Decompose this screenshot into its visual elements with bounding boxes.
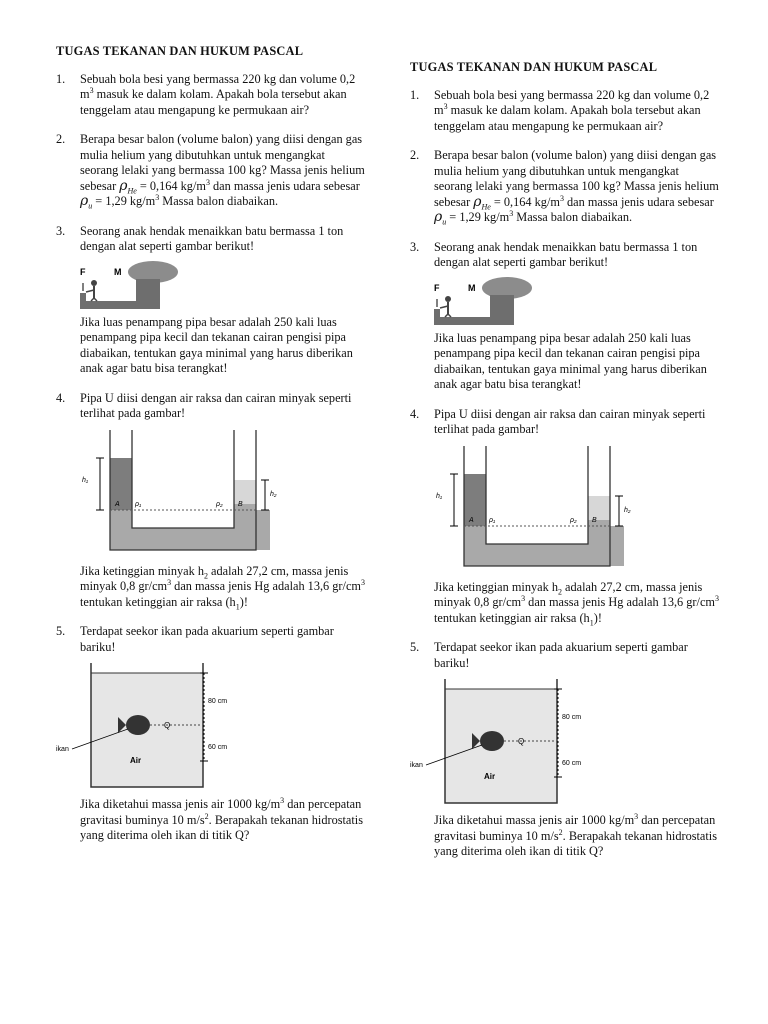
right-column [410, 60, 720, 874]
question-4: 4. Pipa U diisi dengan air raksa dan cairan minyak seperti terlihat pada gambar! h₁ h₂ A B ρ₁ ρ₂ Jika ketinggian minyak $h_2$ adalah 27,2 cm, massa jenis minyak 0,8 $gr/cm^3$ dan massa jenis Hg adalah 13,6 $gr/cm^3$ tentukan ketinggian air raksa $(h_1)$! [410, 406, 719, 627]
question-number: 5. [410, 640, 420, 654]
question-2: 2. Berapa besar balon (volume balon) yang diisi dengan gas mulia helium yang dibutuhkan untuk mengangkat seorang lelaki yang bermassa 100 kg? Massa jenis helium sebesar $\rho_{He} = 0,164$ $kg/m^3$ dan massa jenis udara sebesar $\rho_u = 1,29$ $kg/m^3$ Massa balon diabaikan. [410, 148, 719, 227]
point-a-label: A [469, 516, 474, 524]
depth-60-label: 60 cm [208, 744, 228, 751]
depth-80-label: 80 cm [208, 698, 228, 705]
h2-label: h₂ [270, 490, 277, 498]
question-number: 3. [56, 223, 66, 238]
left-column [56, 44, 366, 858]
h2-label: h₂ [624, 506, 631, 514]
point-b-label: B [238, 500, 243, 508]
question-number: 5. [56, 624, 66, 638]
hydraulic-lift-figure [80, 261, 200, 309]
point-q-label: Q [164, 721, 171, 730]
question-number: 2. [56, 132, 66, 146]
question-number: 1. [56, 71, 66, 86]
depth-80-label: 80 cm [562, 714, 582, 721]
force-label: F [80, 266, 86, 277]
question-number: 2. [410, 148, 420, 162]
question-number: 4. [56, 390, 66, 405]
rho1-label: ρ₁ [489, 516, 496, 524]
aquarium-figure [56, 661, 246, 791]
hydraulic-lift-figure [434, 277, 554, 325]
question-number: 3. [410, 239, 420, 254]
question-1: 1. Sebuah bola besi yang bermassa 220 kg dan volume 0,2 $m^3$ masuk ke dalam kolam. Apakah bola tersebut akan tenggelam atau mengapung ke permukaan air? [56, 71, 356, 117]
rho2-label: ρ₂ [570, 516, 577, 524]
point-a-label: A [115, 500, 120, 508]
page-title-duplicate: TUGAS TEKANAN DAN HUKUM PASCAL [410, 60, 658, 74]
water-label: Air [484, 772, 496, 781]
h1-label: h₁ [436, 492, 443, 500]
point-q-label: Q [518, 737, 525, 746]
question-4: 4. Pipa U diisi dengan air raksa dan cairan minyak seperti terlihat pada gambar! h₁ h₂ A B ρ₁ ρ₂ Jika ketinggian minyak $h_2$ adalah 27,2 cm, massa jenis minyak 0,8 $gr/cm^3$ dan massa jenis Hg adalah 13,6 $gr/cm^3$ tentukan ketinggian air raksa $(h_1)$! [56, 390, 365, 611]
question-number: 4. [410, 406, 420, 421]
water-label: Air [130, 756, 142, 765]
mass-label: M [114, 266, 122, 277]
rho2-label: ρ₂ [216, 500, 223, 508]
h1-label: h₁ [82, 476, 89, 484]
question-3: 3. Seorang anak hendak menaikkan batu bermassa 1 ton dengan alat seperti gambar berikut! F M Jika luas penampang pipa besar adalah 250 kali luas penampang pipa kecil dan tekanan cairan pengisi pipa diabaikan, tentukan gaya minimal yang harus diberikan anak agar batu bisa terangkat! [410, 239, 707, 391]
fish-shape [126, 715, 150, 735]
u-tube-figure [80, 428, 280, 558]
question-5: 5. Terdapat seekor ikan pada akuarium seperti gambar bariku! Q 80 cm 60 cm ikan Air Jika diketahui massa jenis air 1000 $kg/m^3$ dan percepatan gravitasi buminya 10 $m/s^2$. Berapakah tekanan hidrostatis yang diterima oleh ikan di titik Q? [410, 640, 718, 858]
fish-label: ikan [56, 746, 69, 753]
question-5: 5. Terdapat seekor ikan pada akuarium seperti gambar bariku! Q 80 cm 60 cm ikan Air Jika diketahui massa jenis air 1000 $kg/m^3$ dan percepatan gravitasi buminya 10 $m/s^2$. Berapakah tekanan hidrostatis yang diterima oleh ikan di titik Q? [56, 624, 364, 842]
mass-label: M [468, 282, 476, 293]
point-b-label: B [592, 516, 597, 524]
u-tube-figure [434, 444, 634, 574]
aquarium-figure [410, 677, 600, 807]
page-title: TUGAS TEKANAN DAN HUKUM PASCAL [56, 44, 304, 58]
depth-60-label: 60 cm [562, 760, 582, 767]
question-2: 2. Berapa besar balon (volume balon) yang diisi dengan gas mulia helium yang dibutuhkan untuk mengangkat seorang lelaki yang bermassa 100 kg? Massa jenis helium sebesar $\rho_{He} = 0,164$ $kg/m^3$ dan massa jenis udara sebesar $\rho_u = 1,29$ $kg/m^3$ Massa balon diabaikan. [56, 132, 365, 211]
question-number: 1. [410, 87, 420, 102]
force-label: F [434, 282, 440, 293]
question-3: 3. Seorang anak hendak menaikkan batu bermassa 1 ton dengan alat seperti gambar berikut! F M Jika luas penampang pipa besar adalah 250 kali luas penampang pipa kecil dan tekanan cairan pengisi pipa diabaikan, tentukan gaya minimal yang harus diberikan anak agar batu bisa terangkat! [56, 223, 353, 375]
rho1-label: ρ₁ [135, 500, 142, 508]
fish-label: ikan [410, 762, 423, 769]
question-1: 1. Sebuah bola besi yang bermassa 220 kg dan volume 0,2 $m^3$ masuk ke dalam kolam. Apakah bola tersebut akan tenggelam atau mengapung ke permukaan air? [410, 87, 710, 133]
